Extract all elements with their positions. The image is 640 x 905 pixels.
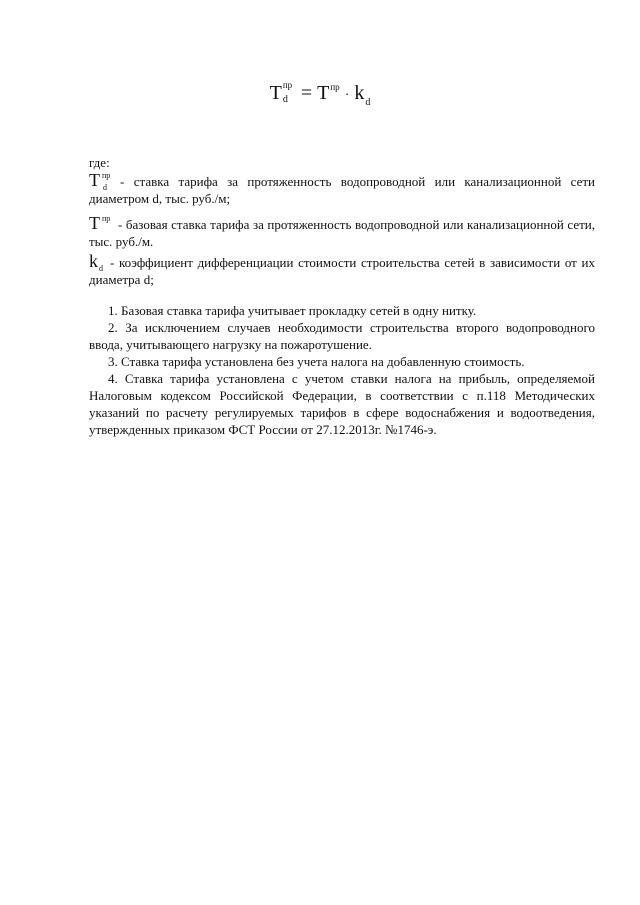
formula-rhs-sup: пр <box>330 82 340 92</box>
formula-lhs-sub: d <box>282 94 288 105</box>
notes-list <box>89 302 595 438</box>
note-item: 3. Ставка тарифа установлена без учета налога на добавленную стоимость. <box>108 354 525 369</box>
definition-symbol: T пр d <box>89 170 111 192</box>
definition-tariff-rate <box>89 172 595 207</box>
definition-coefficient <box>89 253 595 288</box>
formula-lhs <box>270 82 296 105</box>
tariff-formula <box>0 82 640 108</box>
formula-equals: = <box>300 82 313 104</box>
definition-text: - ставка тарифа за протяженность водопроводной или канализационной сети диаметром d, тыс. руб./м; <box>89 174 595 206</box>
definition-text: - коэффициент дифференциации стоимости строительства сетей в зависимости от их диаметра d; <box>89 255 595 287</box>
definition-symbol: T пр <box>89 213 111 233</box>
definition-symbol: k d <box>89 251 103 273</box>
formula-rhs-base: T <box>317 82 330 104</box>
definition-text: - базовая ставка тарифа за протяженность водопроводной или канализационной сети, тыс. руб./м. <box>89 217 595 249</box>
formula-k-sub: d <box>365 97 371 108</box>
formula-dot: · <box>344 88 350 103</box>
formula-k <box>354 82 370 108</box>
where-label: где: <box>89 155 110 170</box>
note-item: 4. Ставка тарифа установлена с учетом ставки налога на прибыль, определяемой Налоговым кодексом Российской Федерации, в соответствии с п.118 Методических указаний по расчету регулируемых тарифов в сфере водоснабжения и водоотведения, утвержденных приказом ФСТ России от 27.12.2013г. №1746-э. <box>89 371 595 437</box>
definition-base-rate <box>89 215 595 250</box>
formula-k-base: k <box>354 82 365 104</box>
note-item: 2. За исключением случаев необходимости строительства второго водопроводного ввода, учитывающего нагрузку на пожаротушение. <box>89 320 595 352</box>
formula-lhs-sup: пр <box>282 80 293 90</box>
note-item: 1. Базовая ставка тарифа учитывает прокладку сетей в одну нитку. <box>108 303 477 318</box>
formula-lhs-base: T <box>269 82 282 104</box>
formula-rhs <box>317 82 340 105</box>
